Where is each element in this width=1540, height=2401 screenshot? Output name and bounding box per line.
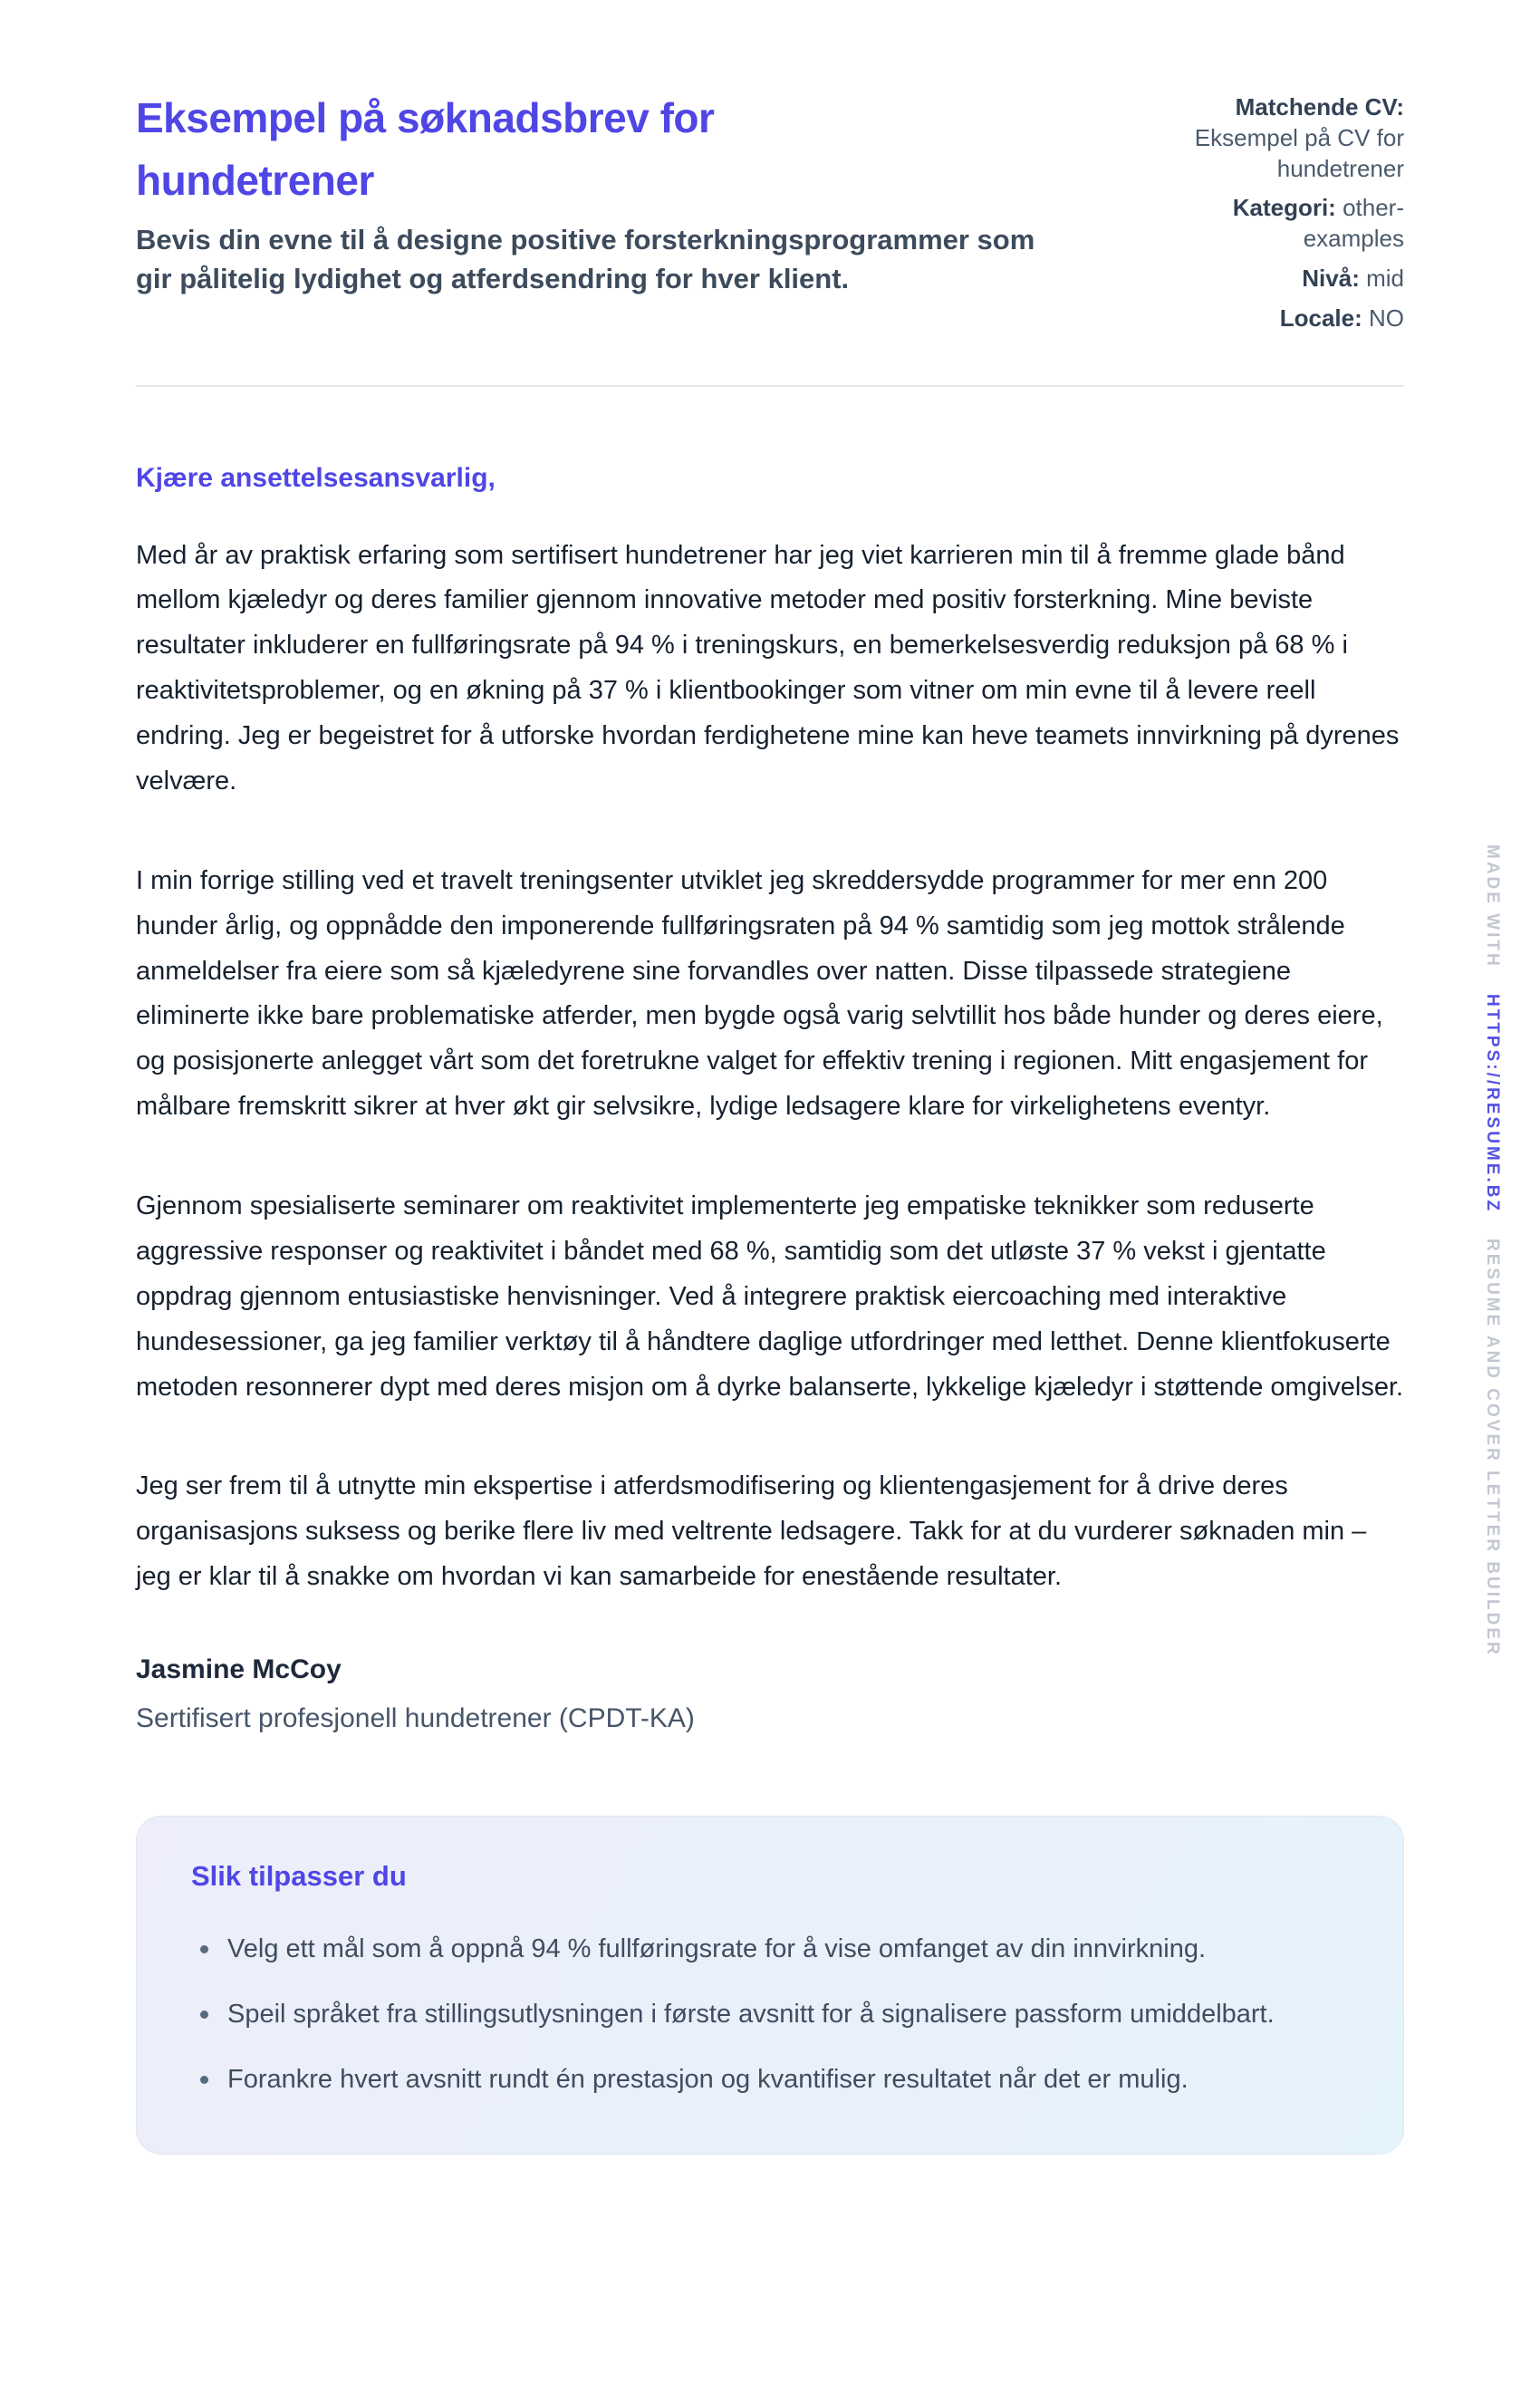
meta-matching-cv-label: Matchende CV: [1235,93,1404,121]
letter-paragraph: Gjennom spesialiserte seminarer om reaktivitet implementerte jeg empatiske teknikker som reduserte aggressive responser og reaktivitet i båndet med 68 %, samtidig som det utløste 37 % vekst i gjentatte oppdrag gjennom entusiastiske henvisninger. Ved å integrere praktisk eiercoaching med interaktive hundesessioner, ga jeg familier verktøy til å håndtere daglige utfordringer med letthet. Denne klientfokuserte metoden resonnerer dypt med deres misjon om å dyrke balanserte, lykkelige kjæledyr i støttende omgivelser. [136,1191,1404,1402]
meta-locale-label: Locale: [1279,304,1362,332]
meta-level [1132,264,1404,294]
signature-title: Sertifisert profesjonell hundetrener (CPDT-KA) [136,1703,695,1734]
tips-list-item: Forankre hvert avsnitt rundt én prestasjon og kvantifiser resultatet når det er mulig. [191,2058,1349,2103]
signature-block [136,1654,1404,1734]
meta-locale [1132,304,1404,334]
page-header [136,87,1404,343]
meta-category-value: other-examples [1303,194,1404,253]
meta-level-value: mid [1366,264,1404,292]
page-subtitle: Bevis din evne til å designe positive forsterkningsprogrammer som gir pålitelig lydighet og atferdsendring for hver klient. [136,224,1035,294]
meta-locale-value: NO [1369,304,1404,332]
letter-greeting: Kjære ansettelsesansvarlig, [136,462,496,493]
page-title: Eksempel på søknadsbrev for hundetrener [136,94,715,204]
header-divider [136,385,1404,387]
letter-paragraph: Med år av praktisk erfaring som sertifisert hundetrener har jeg viet karrieren min til å fremme glade bånd mellom kjæledyr og deres familier gjennom innovative metoder med positiv forsterkning. Mine beviste resultater inkluderer en fullføringsrate på 94 % i treningskurs, en bemerkelsesverdig reduksjon på 68 % i reaktivitetsproblemer, og en økning på 37 % i klientbookinger som vitner om min evne til å levere reell endring. Jeg er begeistret for å utforske hvordan ferdighetene mine kan heve teamets innvirkning på dyrenes velvære. [136,540,1400,796]
meta-category [1132,193,1404,255]
watermark-builder-text: RESUME AND COVER LETTER BUILDER [1483,1238,1502,1657]
resume-bz-link[interactable]: HTTPS://RESUME.BZ [1483,993,1502,1213]
vertical-watermark [1482,844,1502,1657]
metadata-panel [1132,87,1404,343]
meta-category-label: Kategori: [1232,194,1336,222]
letter-body [136,463,1404,1735]
tips-heading: Slik tilpasser du [191,1860,407,1893]
watermark-made-with-text: MADE WITH [1483,844,1502,969]
tips-list [191,1927,1349,2103]
meta-matching-cv [1132,92,1404,184]
letter-paragraph: Jeg ser frem til å utnytte min ekspertise i atferdsmodifisering og klientengasjement for å drive deres organisasjons suksess og berike flere liv med veltrente ledsagere. Takk for at du vurderer søknaden min – jeg er klar til å snakke om hvordan vi kan samarbeide for enestående resultater. [136,1471,1367,1592]
tips-list-item: Speil språket fra stillingsutlysningen i første avsnitt for å signalisere passform umiddelbart. [191,1992,1349,2038]
meta-level-label: Nivå: [1302,264,1360,292]
tips-list-item: Velg ett mål som å oppnå 94 % fullføringsrate for å vise omfanget av din innvirkning. [191,1927,1349,1972]
letter-paragraph: I min forrige stilling ved et travelt treningsenter utviklet jeg skreddersydde programmer for mer enn 200 hunder årlig, og oppnådde den imponerende fullføringsraten på 94 % samtidig som jeg mottok strålende anmeldelser fra eiere som så kjæledyrene sine forvandles over natten. Disse tilpassede strategiene eliminerte ikke bare problematiske atferder, men bygde også varig selvtillit hos både hunder og deres eiere, og posisjonerte anlegget vårt som det foretrukne valget for effektiv trening i regionen. Mitt engasjement for målbare fremskritt sikrer at hver økt gir selvsikre, lydige ledsagere klare for virkelighetens eventyr. [136,865,1383,1122]
header-title-block [136,87,1051,299]
signature-name: Jasmine McCoy [136,1654,342,1685]
meta-matching-cv-value: Eksempel på CV for hundetrener [1194,123,1404,182]
customization-tips-box [136,1816,1404,2155]
